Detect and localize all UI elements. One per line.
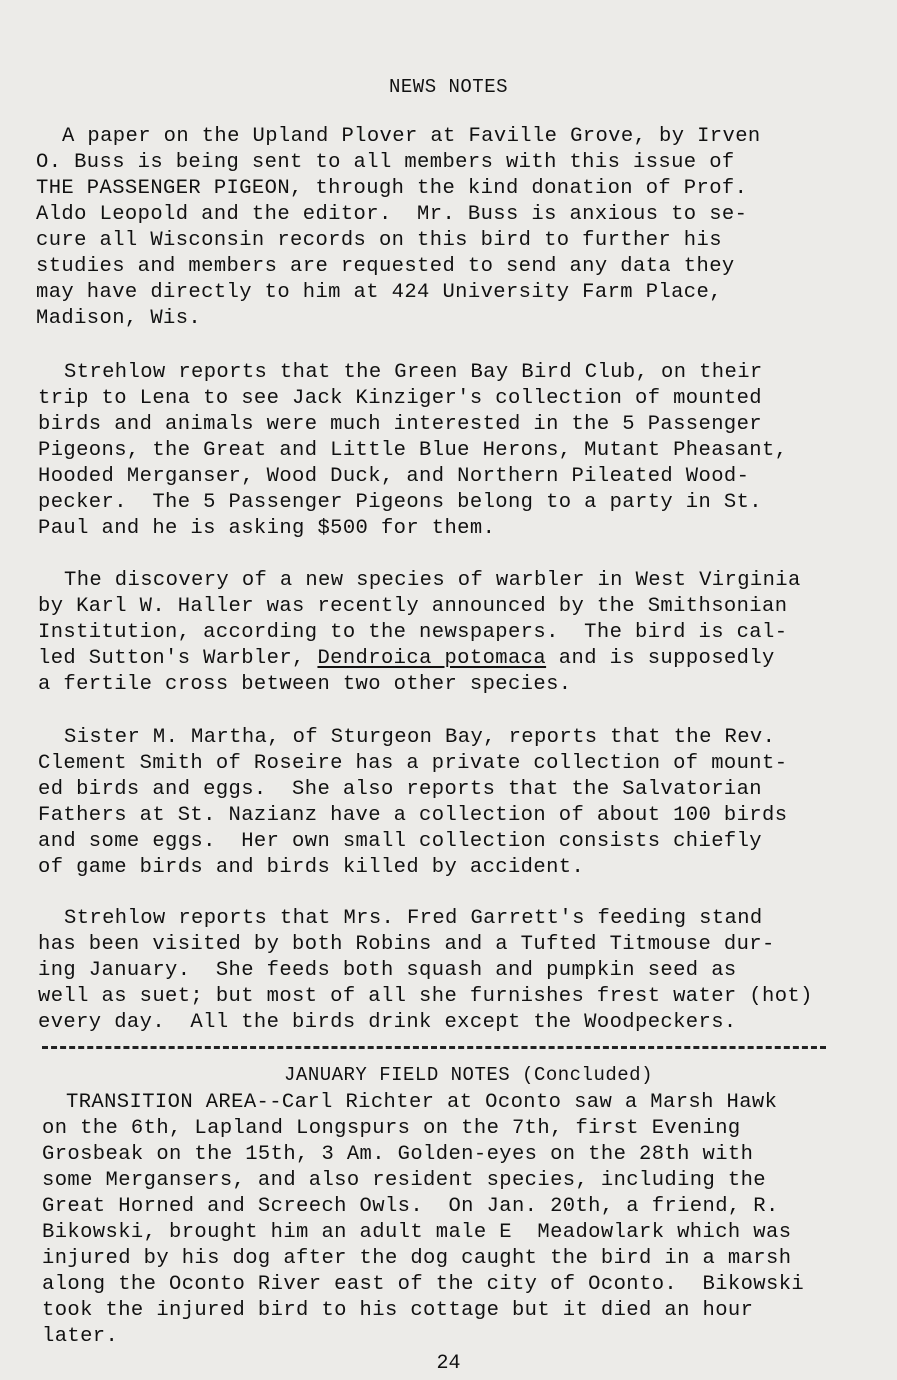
text-line: Aldo Leopold and the editor. Mr. Buss is anxious to se-: [36, 203, 748, 226]
text-line: [38, 646, 775, 672]
text-line: ed birds and eggs. She also reports that the Salvatorian: [38, 778, 763, 801]
text-line: Paul and he is asking $500 for them.: [38, 517, 496, 540]
text-line: ing January. She feeds both squash and pumpkin seed as: [38, 959, 737, 982]
text-line: Pigeons, the Great and Little Blue Herons, Mutant Pheasant,: [38, 439, 788, 462]
text-line: every day. All the birds drink except the Woodpeckers.: [38, 1011, 737, 1034]
text-line: Hooded Merganser, Wood Duck, and Northern Pileated Wood-: [38, 465, 750, 488]
text-line: Great Horned and Screech Owls. On Jan. 20th, a friend, R.: [42, 1195, 779, 1218]
text-line: A paper on the Upland Plover at Faville Grove, by Irven: [62, 125, 761, 148]
species-name: Dendroica potomaca: [317, 647, 547, 670]
field-notes-heading: JANUARY FIELD NOTES (Concluded): [284, 1064, 653, 1086]
text-line: of game birds and birds killed by accident.: [38, 856, 585, 879]
text-line: Strehlow reports that Mrs. Fred Garrett's feeding stand: [64, 907, 763, 930]
text-line: studies and members are requested to send any data they: [36, 255, 735, 278]
text-line: on the 6th, Lapland Longspurs on the 7th, first Evening: [42, 1117, 741, 1140]
text-line: by Karl W. Haller was recently announced by the Smithsonian: [38, 595, 788, 618]
text-line: and some eggs. Her own small collection consists chiefly: [38, 830, 763, 853]
text-line: may have directly to him at 424 University Farm Place,: [36, 281, 722, 304]
text-line: has been visited by both Robins and a Tufted Titmouse dur-: [38, 933, 775, 956]
text-line: Sister M. Martha, of Sturgeon Bay, reports that the Rev.: [64, 726, 776, 749]
news-notes-heading: NEWS NOTES: [388, 76, 509, 98]
text-line: TRANSITION AREA--Carl Richter at Oconto saw a Marsh Hawk: [66, 1091, 778, 1114]
text-line: Strehlow reports that the Green Bay Bird Club, on their: [64, 361, 763, 384]
text-line: The discovery of a new species of warbler in West Virginia: [64, 569, 801, 592]
text-line: some Mergansers, and also resident species, including the: [42, 1169, 767, 1192]
text-line: well as suet; but most of all she furnishes frest water (hot): [38, 985, 813, 1008]
text-segment: led Sutton's Warbler,: [38, 647, 318, 670]
text-line: Institution, according to the newspapers. The bird is cal-: [38, 621, 788, 644]
text-line: cure all Wisconsin records on this bird to further his: [36, 229, 722, 252]
text-line: birds and animals were much interested in the 5 Passenger: [38, 413, 763, 436]
text-line: a fertile cross between two other species.: [38, 673, 572, 696]
text-line: Clement Smith of Roseire has a private collection of mount-: [38, 752, 788, 775]
text-line: Madison, Wis.: [36, 307, 202, 330]
text-line: along the Oconto River east of the city of Oconto. Bikowski: [42, 1273, 805, 1296]
text-line: trip to Lena to see Jack Kinziger's collection of mounted: [38, 387, 763, 410]
text-line: took the injured bird to his cottage but it died an hour: [42, 1299, 754, 1322]
text-line: THE PASSENGER PIGEON, through the kind donation of Prof.: [36, 177, 748, 200]
text-line: Bikowski, brought him an adult male E Meadowlark which was: [42, 1221, 792, 1244]
page-number: 24: [436, 1352, 461, 1375]
text-line: pecker. The 5 Passenger Pigeons belong to a party in St.: [38, 491, 763, 514]
dashed-divider: [42, 1046, 826, 1049]
text-line: Fathers at St. Nazianz have a collection of about 100 birds: [38, 804, 788, 827]
text-line: Grosbeak on the 15th, 3 Am. Golden-eyes on the 28th with: [42, 1143, 754, 1166]
text-line: injured by his dog after the dog caught the bird in a marsh: [42, 1247, 792, 1270]
text-line: later.: [42, 1325, 119, 1348]
text-line: O. Buss is being sent to all members with this issue of: [36, 151, 735, 174]
text-segment: and is supposedly: [546, 647, 775, 670]
